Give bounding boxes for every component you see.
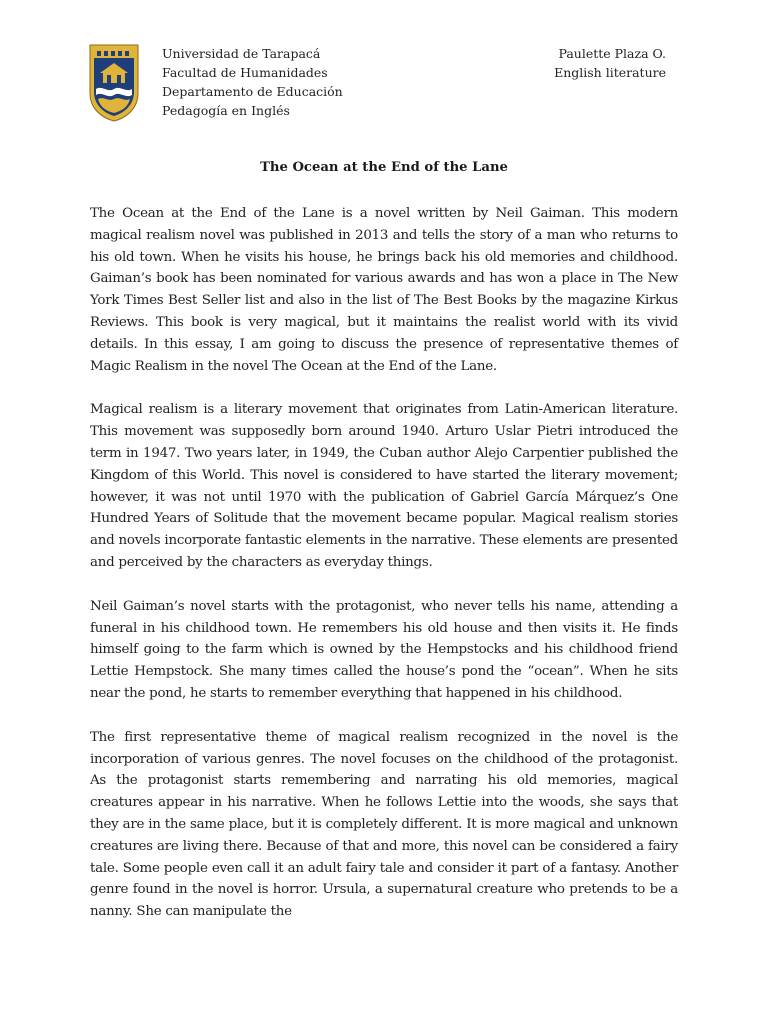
paragraph: The first representative theme of magical realism recognized in the novel is the incorporation of various genres. The novel focuses on the childhood of the protagonist. As the protagonist starts remembering and narrating his old memories, magical creatures appear in his narrative. When he follows Lettie into the woods, she says that they are in the same place, but it is completely different. It is more magical and unknown creatures are living there. Because of that and more, this novel can be considered a fairy tale. Some people even call it an adult fairy tale and consider it part of a fantasy. Another genre found in the novel is horror. Ursula, a supernatural creature who pretends to be a nanny. She can manipulate the [90, 729, 678, 920]
essay-title: The Ocean at the End of the Lane [260, 160, 508, 175]
institution-block [162, 44, 343, 120]
author-name: Paulette Plaza O. [558, 46, 666, 61]
paragraph: Neil Gaiman’s novel starts with the protagonist, who never tells his name, attending a funeral in his childhood town. He remembers his old house and then visits it. He finds himself going to the farm which is owned by the Hempstocks and his childhood friend Lettie Hempstock. She many times called the house’s pond the “ocean”. When he sits near the pond, he starts to remember everything that happened in his childhood. [90, 598, 678, 701]
institution-line: Pedagogía en Inglés [162, 103, 290, 118]
university-crest-icon [88, 43, 140, 123]
course-name: English literature [554, 65, 666, 80]
institution-line: Facultad de Humanidades [162, 65, 328, 80]
author-block [550, 44, 666, 82]
essay-body [90, 203, 678, 945]
paragraph: Magical realism is a literary movement that originates from Latin-American literature. This movement was supposedly born around 1940. Arturo Uslar Pietri introduced the term in 1947. Two years later, in 1949, the Cuban author Alejo Carpentier published the Kingdom of this World. This novel is considered to have started the literary movement; however, it was not until 1970 with the publication of Gabriel García Márquez’s One Hundred Years of Solitude that the movement became popular. Magical realism stories and novels incorporate fantastic elements in the narrative. These elements are presented and perceived by the characters as everyday things. [90, 402, 678, 570]
paragraph: The Ocean at the End of the Lane is a novel written by Neil Gaiman. This modern magical realism novel was published in 2013 and tells the story of a man who returns to his old town. When he visits his house, he brings back his old memories and childhood. Gaiman’s book has been nominated for various awards and has won a place in The New York Times Best Seller list and also in the list of The Best Books by the magazine Kirkus Reviews. This book is very magical, but it maintains the realist world with its vivid details. In this essay, I am going to discuss the presence of representative themes of Magic Realism in the novel The Ocean at the End of the Lane. [90, 206, 678, 374]
institution-line: Departamento de Educación [162, 84, 343, 99]
institution-line: Universidad de Tarapacá [162, 46, 321, 61]
